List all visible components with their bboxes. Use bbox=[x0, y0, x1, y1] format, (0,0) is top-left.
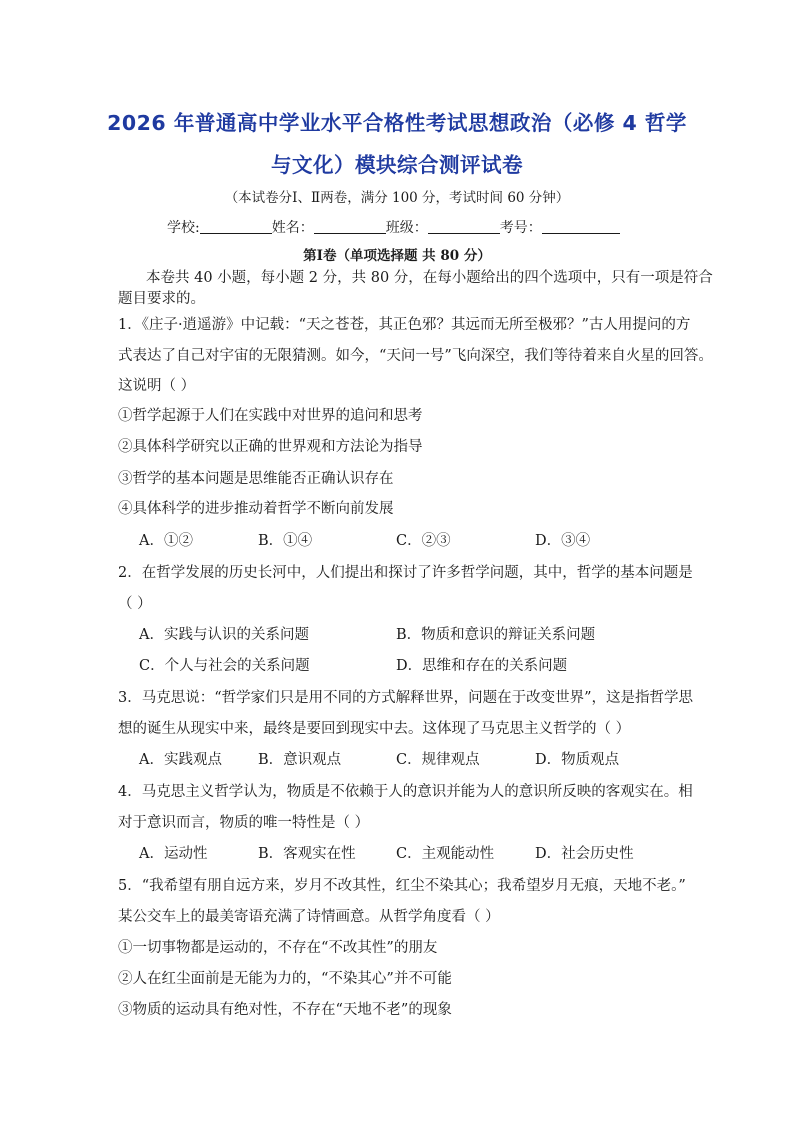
q2-option-b[interactable]: B．物质和意识的辩证关系问题 bbox=[396, 627, 596, 643]
student-info-row bbox=[167, 217, 620, 237]
q2-options-row2 bbox=[0, 654, 794, 674]
q4-options bbox=[0, 842, 794, 862]
class-blank[interactable] bbox=[428, 219, 500, 234]
q3-stem-line1: 3．马克思说：“哲学家们只是用不同的方式解释世界，问题在于改变世界”，这是指哲学思 bbox=[118, 690, 694, 706]
q2-stem-line2: （ ） bbox=[118, 596, 152, 612]
q3-option-c[interactable]: C．规律观点 bbox=[396, 752, 480, 768]
q5-stem-line1: 5．“我希望有朋自远方来，岁月不改其性，红尘不染其心；我希望岁月无痕，天地不老。” bbox=[118, 878, 686, 894]
school-blank[interactable] bbox=[200, 219, 272, 234]
q1-statement-2: ②具体科学研究以正确的世界观和方法论为指导 bbox=[118, 439, 423, 455]
q3-stem-line2: 想的诞生从现实中来，最终是要回到现实中去。这体现了马克思主义哲学的（ ） bbox=[118, 721, 631, 737]
q2-option-d[interactable]: D．思维和存在的关系问题 bbox=[396, 658, 568, 674]
section1-heading: 第Ⅰ卷（单项选择题 共 80 分） bbox=[303, 248, 491, 264]
q4-option-c[interactable]: C．主观能动性 bbox=[396, 846, 495, 862]
section1-instruction-line1: 本卷共 40 小题，每小题 2 分，共 80 分，在每小题给出的四个选项中，只有一项是符合 bbox=[146, 270, 713, 286]
number-blank[interactable] bbox=[542, 219, 620, 234]
q2-options-row1 bbox=[0, 623, 794, 643]
q1-stem-line3: 这说明（ ） bbox=[118, 378, 196, 394]
q5-statement-3: ③物质的运动具有绝对性，不存在“天地不老”的现象 bbox=[118, 1002, 452, 1018]
q4-stem-line2: 对于意识而言，物质的唯一特性是（ ） bbox=[118, 815, 370, 831]
q4-option-b[interactable]: B．客观实在性 bbox=[258, 846, 356, 862]
q1-option-a[interactable]: A．①② bbox=[139, 533, 193, 549]
q3-option-a[interactable]: A．实践观点 bbox=[139, 752, 222, 768]
q1-statement-3: ③哲学的基本问题是思维能否正确认识存在 bbox=[118, 471, 394, 487]
q5-statement-1: ①一切事物都是运动的，不存在“不改其性”的朋友 bbox=[118, 940, 438, 956]
exam-title-line2: 与文化）模块综合测评试卷 bbox=[271, 153, 523, 177]
name-label: 姓名： bbox=[271, 220, 314, 236]
class-label: 班级： bbox=[385, 220, 428, 236]
q3-option-b[interactable]: B．意识观点 bbox=[258, 752, 342, 768]
section1-instruction-line2: 题目要求的。 bbox=[118, 291, 205, 307]
q1-option-b[interactable]: B．①④ bbox=[258, 533, 313, 549]
q5-stem-line2: 某公交车上的最美寄语充满了诗情画意。从哲学角度看（ ） bbox=[118, 909, 500, 925]
q2-option-c[interactable]: C．个人与社会的关系问题 bbox=[139, 658, 310, 674]
q1-option-c[interactable]: C．②③ bbox=[396, 533, 451, 549]
q4-stem-line1: 4．马克思主义哲学认为，物质是不依赖于人的意识并能为人的意识所反映的客观实在。相 bbox=[118, 784, 693, 800]
q1-stem-line1: 1．《庄子·逍遥游》中记载：“天之苍苍，其正色邪？其远而无所至极邪？”古人用提问的方 bbox=[118, 317, 691, 333]
exam-subtitle: （本试卷分Ⅰ、Ⅱ两卷，满分 100 分，考试时间 60 分钟） bbox=[224, 190, 570, 206]
q4-option-a[interactable]: A．运动性 bbox=[139, 846, 208, 862]
q1-option-d[interactable]: D．③④ bbox=[535, 533, 591, 549]
exam-title-line1: 2026 年普通高中学业水平合格性考试思想政治（必修 4 哲学 bbox=[107, 111, 687, 135]
q5-statement-2: ②人在红尘面前是无能为力的，“不染其心”并不可能 bbox=[118, 971, 452, 987]
q3-options bbox=[0, 748, 794, 768]
q3-option-d[interactable]: D．物质观点 bbox=[535, 752, 620, 768]
school-label: 学校: bbox=[167, 220, 200, 236]
number-label: 考号： bbox=[499, 220, 542, 236]
q2-option-a[interactable]: A．实践与认识的关系问题 bbox=[139, 627, 309, 643]
q1-statement-4: ④具体科学的进步推动着哲学不断向前发展 bbox=[118, 501, 394, 517]
name-blank[interactable] bbox=[314, 219, 386, 234]
q2-stem-line1: 2．在哲学发展的历史长河中，人们提出和探讨了许多哲学问题，其中，哲学的基本问题是 bbox=[118, 565, 693, 581]
q1-options bbox=[0, 529, 794, 549]
q1-statement-1: ①哲学起源于人们在实践中对世界的追问和思考 bbox=[118, 408, 423, 424]
q1-stem-line2: 式表达了自己对宇宙的无限猜测。如今，“天问一号”飞向深空，我们等待着来自火星的回答。 bbox=[118, 348, 713, 364]
q4-option-d[interactable]: D．社会历史性 bbox=[535, 846, 634, 862]
